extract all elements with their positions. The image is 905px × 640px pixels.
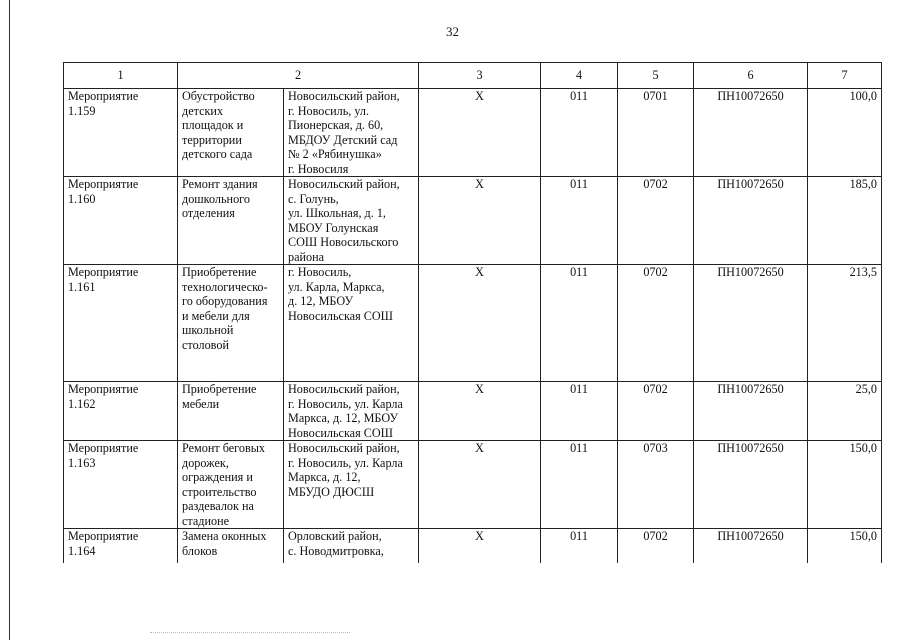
- col3-cell: X: [419, 265, 541, 382]
- col6-cell: ПН10072650: [694, 265, 808, 382]
- col4-cell: 011: [541, 529, 618, 564]
- address-cell: Новосильский район, г. Новосиль, ул. Карла Маркса, д. 12, МБУДО ДЮСШ: [284, 441, 419, 529]
- event-name-cell: Замена оконных блоков: [178, 529, 284, 564]
- col6-cell: ПН10072650: [694, 529, 808, 564]
- column-header-3: 3: [419, 63, 541, 89]
- event-cell: Мероприятие 1.164: [64, 529, 178, 564]
- col6-cell: ПН10072650: [694, 177, 808, 265]
- col5-cell: 0702: [618, 529, 694, 564]
- column-header-4: 4: [541, 63, 618, 89]
- col4-cell: 011: [541, 177, 618, 265]
- col4-cell: 011: [541, 89, 618, 177]
- column-header-7: 7: [808, 63, 882, 89]
- col4-cell: 011: [541, 265, 618, 382]
- col5-cell: 0702: [618, 382, 694, 441]
- table-row: [64, 529, 882, 564]
- address-cell: Новосильский район, г. Новосиль, ул. Карла Маркса, д. 12, МБОУ Новосильская СОШ: [284, 382, 419, 441]
- event-cell: Мероприятие 1.159: [64, 89, 178, 177]
- event-name-cell: Приобретение мебели: [178, 382, 284, 441]
- budget-table: [63, 62, 882, 563]
- address-cell: Орловский район, с. Новодмитровка,: [284, 529, 419, 564]
- amount-cell: 213,5: [808, 265, 882, 382]
- table-row: [64, 265, 882, 382]
- column-header-2: 2: [178, 63, 419, 89]
- col4-cell: 011: [541, 382, 618, 441]
- col3-cell: X: [419, 89, 541, 177]
- page-left-edge-line: [9, 0, 10, 640]
- column-header-5: 5: [618, 63, 694, 89]
- col6-cell: ПН10072650: [694, 441, 808, 529]
- amount-cell: 25,0: [808, 382, 882, 441]
- event-cell: Мероприятие 1.162: [64, 382, 178, 441]
- event-cell: Мероприятие 1.161: [64, 265, 178, 382]
- scan-artifact-line: [150, 632, 350, 634]
- col3-cell: X: [419, 177, 541, 265]
- table-row: [64, 382, 882, 441]
- address-cell: г. Новосиль, ул. Карла, Маркса, д. 12, МБОУ Новосильская СОШ: [284, 265, 419, 382]
- amount-cell: 100,0: [808, 89, 882, 177]
- col6-cell: ПН10072650: [694, 382, 808, 441]
- col5-cell: 0703: [618, 441, 694, 529]
- table-row: [64, 89, 882, 177]
- table-header-row: [64, 63, 882, 89]
- event-cell: Мероприятие 1.160: [64, 177, 178, 265]
- col6-cell: ПН10072650: [694, 89, 808, 177]
- address-cell: Новосильский район, с. Голунь, ул. Школьная, д. 1, МБОУ Голунская СОШ Новосильского района: [284, 177, 419, 265]
- table-row: [64, 177, 882, 265]
- table-row: [64, 441, 882, 529]
- event-name-cell: Приобретение технологическо- го оборудования и мебели для школьной столовой: [178, 265, 284, 382]
- amount-cell: 150,0: [808, 441, 882, 529]
- column-header-6: 6: [694, 63, 808, 89]
- col5-cell: 0702: [618, 265, 694, 382]
- amount-cell: 150,0: [808, 529, 882, 564]
- col4-cell: 011: [541, 441, 618, 529]
- col3-cell: X: [419, 382, 541, 441]
- col5-cell: 0702: [618, 177, 694, 265]
- address-cell: Новосильский район, г. Новосиль, ул. Пионерская, д. 60, МБДОУ Детский сад № 2 «Рябинушка» г. Новосиля: [284, 89, 419, 177]
- page-number: 32: [446, 24, 459, 39]
- col3-cell: X: [419, 529, 541, 564]
- event-name-cell: Ремонт беговых дорожек, ограждения и строительство раздевалок на стадионе: [178, 441, 284, 529]
- col3-cell: X: [419, 441, 541, 529]
- event-name-cell: Ремонт здания дошкольного отделения: [178, 177, 284, 265]
- event-cell: Мероприятие 1.163: [64, 441, 178, 529]
- column-header-1: 1: [64, 63, 178, 89]
- col5-cell: 0701: [618, 89, 694, 177]
- amount-cell: 185,0: [808, 177, 882, 265]
- event-name-cell: Обустройство детских площадок и территории детского сада: [178, 89, 284, 177]
